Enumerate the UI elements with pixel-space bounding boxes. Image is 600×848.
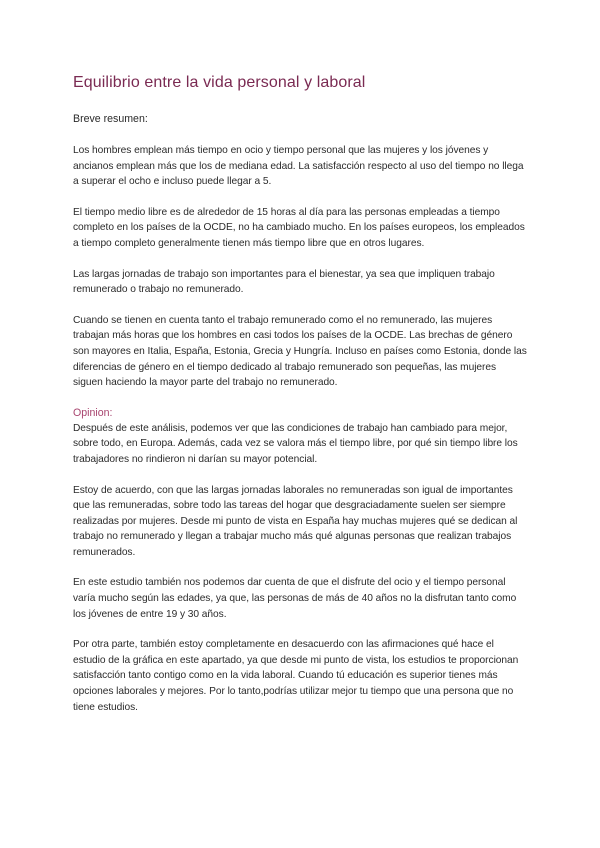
summary-paragraph-2: El tiempo medio libre es de alrededor de 15 horas al día para las personas empleadas a tiempo completo en los países de la OCDE, no ha cambiado mucho. En los países europeos, los empleados a tiempo completo generalmente tienen más tiempo libre que en otros lugares. (73, 206, 525, 249)
opinion-paragraph-2: Estoy de acuerdo, con que las largas jornadas laborales no remuneradas son igual de importantes que las remuneradas, sobre todo las tareas del hogar que desgraciadamente suelen ser siempre realizadas por mujeres. Desde mi punto de vista en España hay muchas mujeres qué se dedican al trabajo no remunerado y llegan a trabajar mucho más qué algunas personas que realizan trabajos remunerados. (73, 484, 518, 558)
opinion-paragraph-1: Después de este análisis, podemos ver que las condiciones de trabajo han cambiado para mejor, sobre todo, en Europa. Además, cada vez se valora más el tiempo libre, por qué sin tiempo libre los trabajadores no rindieron ni darían su mayor potencial. (73, 422, 518, 465)
opinion-heading: Opinion: (73, 406, 113, 419)
summary-paragraph-3: Las largas jornadas de trabajo son importantes para el bienestar, ya sea que impliquen trabajo remunerado o trabajo no remunerado. (73, 268, 495, 296)
document-title: Equilibrio entre la vida personal y laboral (73, 74, 366, 91)
opinion-paragraph-4: Por otra parte, también estoy completamente en desacuerdo con las afirmaciones qué hace el estudio de la gráfica en este apartado, ya que desde mi punto de vista, los estudios te proporcionan satisfacción tanto contigo como en la vida laboral. Cuando tú educación es superior tienes más opciones laborales y mejores. Por lo tanto,podrías utilizar mejor tu tiempo que una persona que no tiene estudios. (73, 639, 519, 713)
summary-label: Breve resumen: (73, 113, 148, 125)
document-page (73, 74, 528, 730)
summary-paragraph-1: Los hombres emplean más tiempo en ocio y tiempo personal que las mujeres y los jóvenes y ancianos emplean más que los de mediana edad. La satisfacción respecto al uso del tiempo no llega a superar el ocho e incluso puede llegar a 5. (73, 145, 524, 188)
opinion-paragraph-3: En este estudio también nos podemos dar cuenta de que el disfrute del ocio y el tiempo personal varía mucho según las edades, ya que, las personas de más de 40 años no la disfrutan tanto como los jóvenes de entre 19 y 30 años. (73, 577, 517, 620)
summary-paragraph-4: Cuando se tienen en cuenta tanto el trabajo remunerado como el no remunerado, las mujeres trabajan más horas que los hombres en casi todos los países de la OCDE. Las brechas de género son mayores en Italia, España, Estonia, Grecia y Hungría. Incluso en países como Estonia, donde las diferencias de género en el tiempo dedicado al trabajo remunerado son pequeñas, las mujeres siguen haciendo la mayor parte del trabajo no remunerado. (73, 314, 527, 389)
